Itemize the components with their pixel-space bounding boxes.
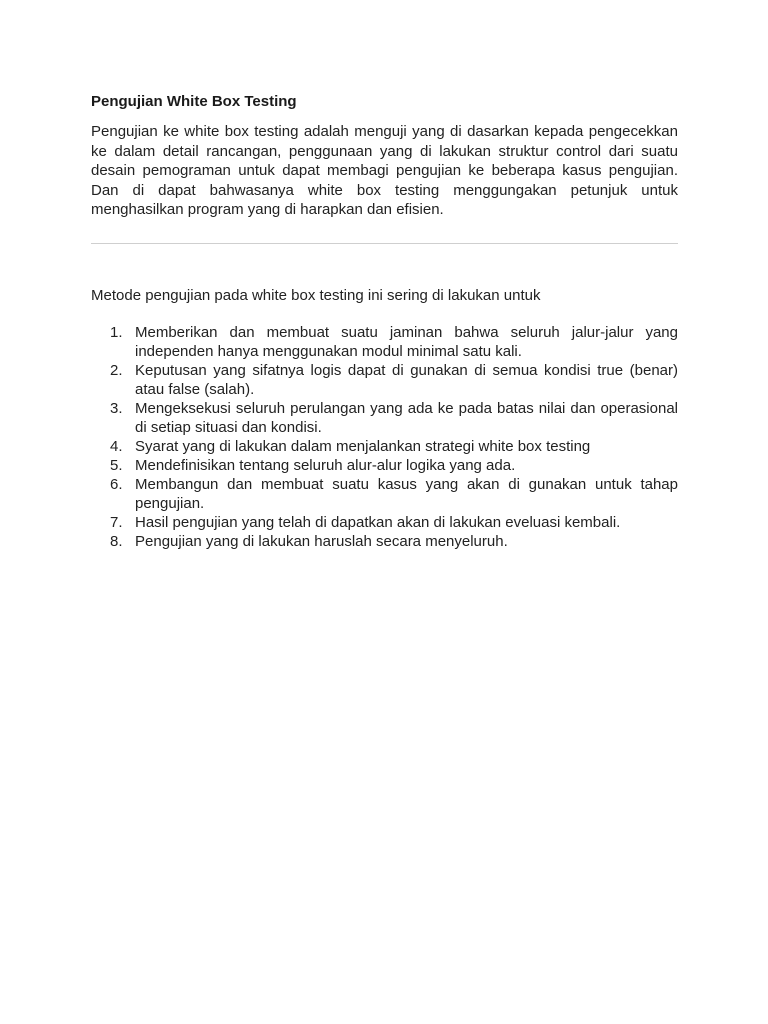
list-item-number: 3.: [110, 400, 123, 417]
list-item-text: Hasil pengujian yang telah di dapatkan akan di lakukan eveluasi kembali.: [135, 514, 621, 531]
list-item: [91, 456, 678, 475]
list-item-text: Mendefinisikan tentang seluruh alur-alur logika yang ada.: [135, 457, 516, 474]
list-item: [91, 437, 678, 456]
list-item-number: 4.: [110, 438, 123, 455]
method-list: [91, 323, 678, 551]
document-page: [91, 92, 678, 551]
document-title: Pengujian White Box Testing: [91, 93, 297, 110]
list-item-number: 6.: [110, 476, 123, 493]
list-item-number: 2.: [110, 362, 123, 379]
list-item-text: Membangun dan membuat suatu kasus yang akan di gunakan untuk tahap pengujian.: [135, 476, 678, 512]
list-item: [91, 323, 678, 361]
section-divider: [91, 243, 678, 244]
list-item-text: Pengujian yang di lakukan haruslah secara menyeluruh.: [135, 533, 508, 550]
list-item: [91, 532, 678, 551]
list-item: [91, 399, 678, 437]
intro-paragraph: Pengujian ke white box testing adalah menguji yang di dasarkan kepada pengecekkan ke dalam detail rancangan, penggunaan yang di lakukan struktur control dari suatu desain pemograman untuk dapat membagi pengujian ke beberapa kasus pengujian. Dan di dapat bahwasanya white box testing menggungakan petunjuk untuk menghasilkan program yang di harapkan dan efisien.: [91, 123, 678, 218]
list-item-text: Mengeksekusi seluruh perulangan yang ada ke pada batas nilai dan operasional di setiap situasi dan kondisi.: [135, 400, 678, 436]
list-lead-text: Metode pengujian pada white box testing ini sering di lakukan untuk: [91, 286, 541, 304]
list-item-number: 1.: [110, 324, 123, 341]
list-item-text: Keputusan yang sifatnya logis dapat di gunakan di semua kondisi true (benar) atau false (salah).: [135, 362, 678, 398]
list-item: [91, 475, 678, 513]
list-item-text: Syarat yang di lakukan dalam menjalankan strategi white box testing: [135, 438, 591, 455]
list-item-number: 5.: [110, 457, 123, 474]
list-item-text: Memberikan dan membuat suatu jaminan bahwa seluruh jalur-jalur yang independen hanya menggunakan modul minimal satu kali.: [135, 324, 678, 360]
list-item: [91, 513, 678, 532]
list-item-number: 8.: [110, 533, 123, 550]
list-item-number: 7.: [110, 514, 123, 531]
list-item: [91, 361, 678, 399]
